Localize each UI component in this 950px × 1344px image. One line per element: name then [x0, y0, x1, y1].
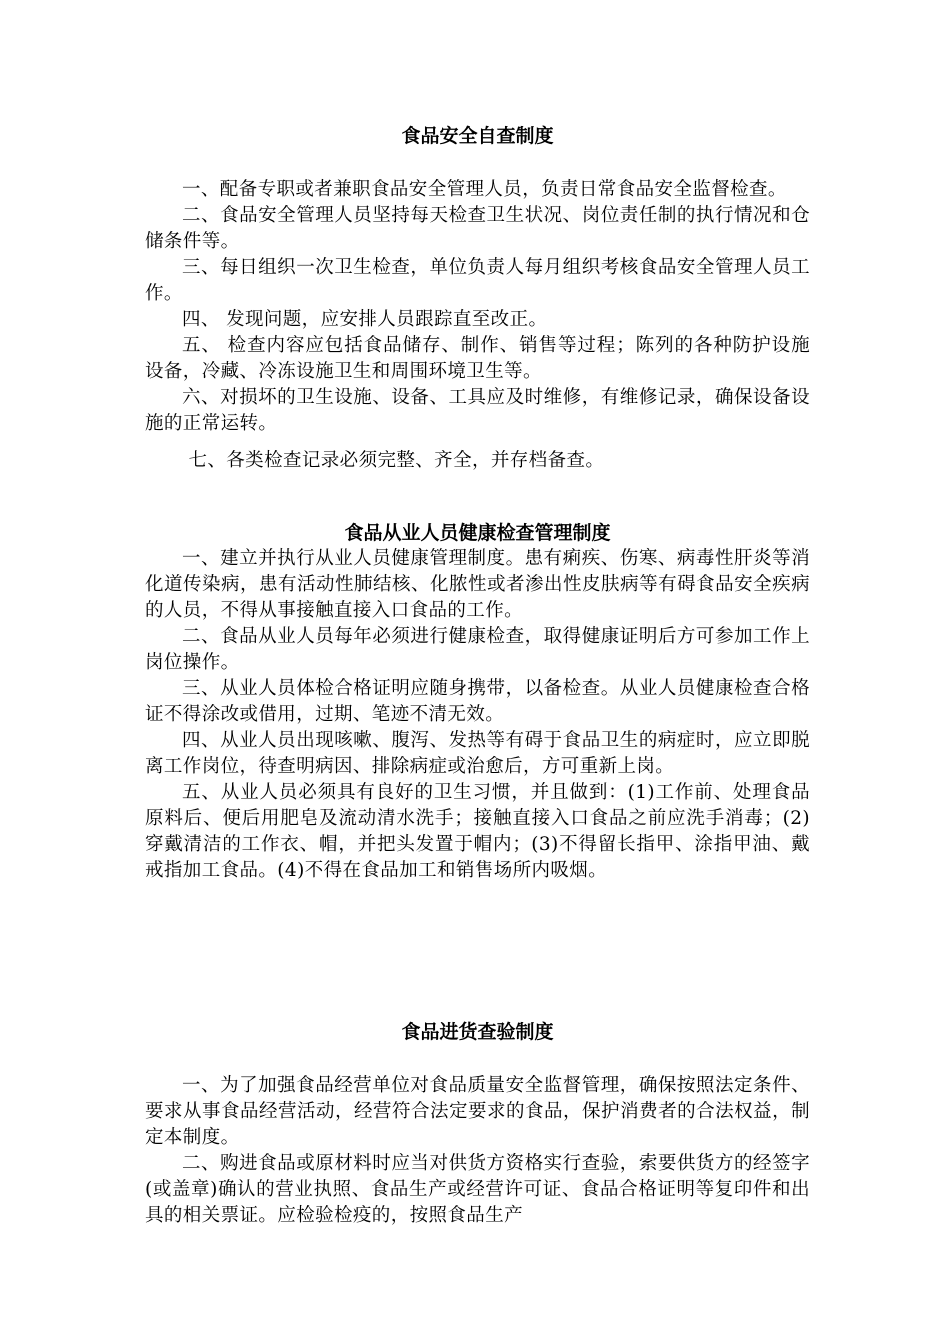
paragraph: 五、从业人员必须具有良好的卫生习惯，并且做到：(1)工作前、处理食品原料后、便后用肥皂及流动清水洗手；接触直接入口食品之前应洗手消毒；(2)穿戴清洁的工作衣、帽，并把头发置于帽内；(3)不得留长指甲、涂指甲油、戴戒指加工食品。(4)不得在食品加工和销售场所内吸烟。 — [145, 782, 810, 881]
paragraph: 四、 发现问题，应安排人员跟踪直至改正。 — [182, 309, 548, 330]
paragraph: 七、各类检查记录必须完整、齐全，并存档备查。 — [188, 450, 605, 471]
paragraph: 三、从业人员体检合格证明应随身携带，以备检查。从业人员健康检查合格证不得涂改或借用，过期、笔迹不清无效。 — [145, 678, 810, 725]
section-health-check-management — [145, 520, 810, 884]
paragraph: 二、食品安全管理人员坚持每天检查卫生状况、岗位责任制的执行情况和仓储条件等。 — [145, 205, 810, 252]
section-purchase-inspection — [145, 1019, 810, 1229]
paragraph: 二、购进食品或原材料时应当对供货方资格实行查验，索要供货方的经签字(或盖章)确认的营业执照、食品生产或经营许可证、食品合格证明等复印件和出具的相关票证。应检验检疫的，按照食品生产 — [145, 1153, 810, 1226]
paragraph: 六、对损坏的卫生设施、设备、工具应及时维修，有维修记录，确保设备设施的正常运转。 — [145, 387, 810, 434]
section-title: 食品安全自查制度 — [401, 125, 554, 147]
paragraph: 一、为了加强食品经营单位对食品质量安全监督管理，确保按照法定条件、要求从事食品经营活动，经营符合法定要求的食品，保护消费者的合法权益，制定本制度。 — [145, 1075, 810, 1148]
paragraph: 一、建立并执行从业人员健康管理制度。患有痢疾、伤寒、病毒性肝炎等消化道传染病，患有活动性肺结核、化脓性或者渗出性皮肤病等有碍食品安全疾病的人员，不得从事接触直接入口食品的工作。 — [145, 548, 810, 621]
section-title: 食品进货查验制度 — [401, 1021, 554, 1043]
paragraph: 一、配备专职或者兼职食品安全管理人员，负责日常食品安全监督检查。 — [182, 179, 787, 200]
paragraph: 三、每日组织一次卫生检查，单位负责人每月组织考核食品安全管理人员工作。 — [145, 257, 810, 304]
section-food-safety-self-inspection — [145, 123, 810, 474]
paragraph: 二、食品从业人员每年必须进行健康检查，取得健康证明后方可参加工作上岗位操作。 — [145, 626, 810, 673]
paragraph: 五、 检查内容应包括食品储存、制作、销售等过程；陈列的各种防护设施设备，冷藏、冷冻设施卫生和周围环境卫生等。 — [145, 335, 810, 382]
paragraph: 四、从业人员出现咳嗽、腹泻、发热等有碍于食品卫生的病症时，应立即脱离工作岗位，待查明病因、排除病症或治愈后，方可重新上岗。 — [145, 730, 810, 777]
section-title: 食品从业人员健康检查管理制度 — [344, 522, 611, 544]
